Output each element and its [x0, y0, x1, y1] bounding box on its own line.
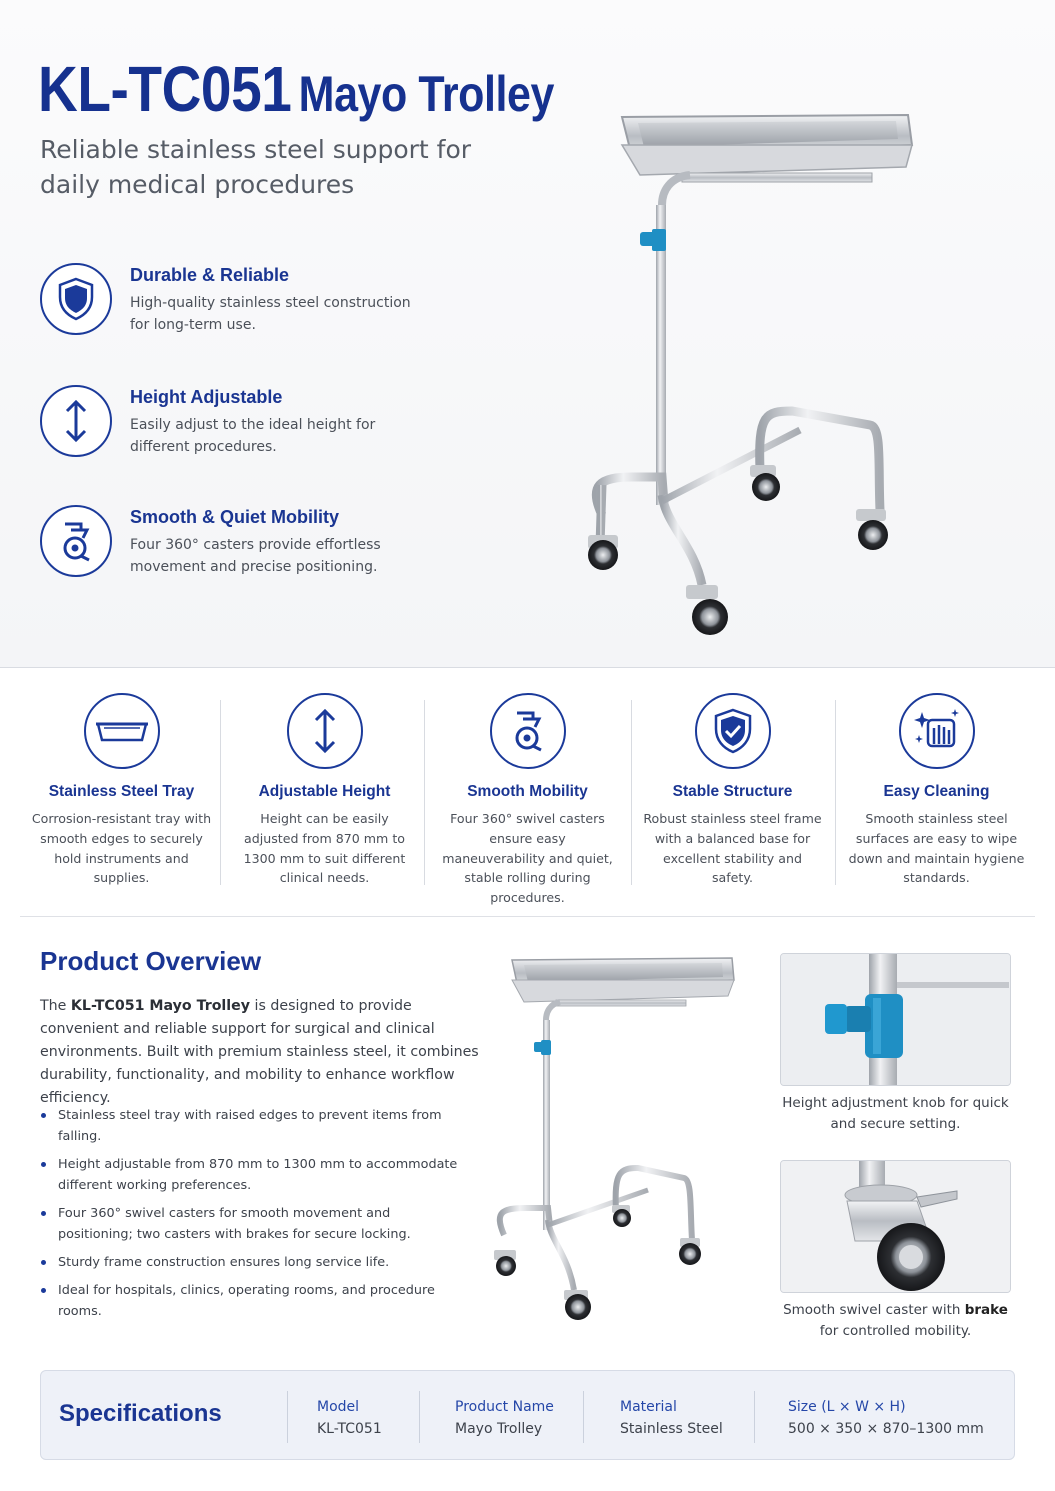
caster-wheel-icon	[40, 505, 112, 577]
product-name: Mayo Trolley	[298, 66, 554, 122]
caption-bold: brake	[964, 1302, 1008, 1318]
tray-icon	[84, 693, 160, 769]
product-hero-image	[570, 105, 930, 645]
feature-card-title: Stable Structure	[672, 783, 793, 800]
divider	[583, 1391, 584, 1443]
feature-card-title: Stainless Steel Tray	[48, 783, 195, 800]
spec-material	[620, 1397, 723, 1441]
feature-card-title: Easy Cleaning	[883, 783, 990, 800]
model-number: KL-TC051	[38, 53, 292, 125]
divider	[424, 700, 425, 885]
feature-card-cleaning	[835, 690, 1038, 890]
feature-title: Smooth & Quiet Mobility	[130, 507, 339, 527]
intro-text: The	[40, 998, 71, 1014]
feature-desc: Easily adjust to the ideal height for different procedures.	[130, 417, 376, 455]
feature-strip	[20, 690, 1035, 906]
hero-subtitle: Reliable stainless steel support for daily medical procedures	[40, 135, 472, 199]
caster-wheel-icon	[490, 693, 566, 769]
height-arrows-icon	[287, 693, 363, 769]
feature-title: Height Adjustable	[130, 387, 283, 407]
spec-value: KL-TC051	[317, 1421, 382, 1437]
feature-card-tray	[20, 690, 223, 890]
spec-value: Stainless Steel	[620, 1421, 723, 1437]
divider	[419, 1391, 420, 1443]
feature-title: Durable & Reliable	[130, 265, 290, 285]
spec-model	[317, 1397, 382, 1441]
feature-card-title: Adjustable Height	[258, 783, 391, 800]
feature-card-stability	[631, 690, 834, 890]
feature-card-desc: Robust stainless steel frame with a balanced base for excellent stability and safety.	[643, 811, 822, 886]
feature-card-desc: Smooth stainless steel surfaces are easy to wipe down and maintain hygiene standards.	[848, 811, 1025, 886]
divider	[287, 1391, 288, 1443]
overview-intro	[40, 995, 480, 1110]
overview-title: Product Overview	[40, 946, 262, 976]
divider	[754, 1391, 755, 1443]
list-item: Height adjustable from 870 mm to 1300 mm to accommodate different working preferences.	[40, 1154, 460, 1196]
spec-value: Mayo Trolley	[455, 1421, 543, 1437]
shield-check-icon	[695, 693, 771, 769]
feature-desc: Four 360° casters provide effortless movement and precise positioning.	[130, 537, 381, 575]
spec-label: Model	[317, 1399, 360, 1415]
page-title	[38, 52, 554, 126]
feature-desc: High-quality stainless steel construction for long-term use.	[130, 295, 411, 333]
feature-card-title: Smooth Mobility	[467, 783, 588, 800]
intro-text: is designed to provide convenient and reliable support for surgical and clinical environments. Built with premium stainless steel, it combines durability, functionality, and mobility to enhance workflow efficiency.	[40, 998, 479, 1106]
list-item: Stainless steel tray with raised edges to prevent items from falling.	[40, 1105, 460, 1147]
knob-caption: Height adjustment knob for quick and secure setting.	[782, 1095, 1009, 1132]
feature-card-desc: Four 360° swivel casters ensure easy maneuverability and quiet, stable rolling during procedures.	[442, 811, 613, 906]
spec-label: Size (L × W × H)	[788, 1399, 906, 1415]
caster-detail-image	[780, 1160, 1011, 1293]
knob-detail-image	[780, 953, 1011, 1086]
spec-value: 500 × 350 × 870–1300 mm	[788, 1421, 984, 1437]
feature-card-mobility	[426, 690, 629, 906]
caster-caption	[780, 1300, 1011, 1342]
feature-card-desc: Corrosion-resistant tray with smooth edges to securely hold instruments and supplies.	[31, 811, 212, 886]
feature-mobility	[40, 505, 520, 585]
caption-text: Smooth swivel caster with	[783, 1302, 965, 1318]
section-divider	[20, 916, 1035, 917]
list-item: Ideal for hospitals, clinics, operating rooms, and procedure rooms.	[40, 1280, 460, 1322]
spec-size	[788, 1397, 984, 1441]
specs-title: Specifications	[59, 1400, 222, 1427]
overview-bullets	[40, 1105, 460, 1329]
list-item: Four 360° swivel casters for smooth movement and positioning; two casters with brakes for secure locking.	[40, 1203, 460, 1245]
specifications-bar	[40, 1370, 1015, 1460]
feature-durable	[40, 263, 520, 343]
height-arrows-icon	[40, 385, 112, 457]
hero-section	[0, 0, 1055, 668]
cleaning-hand-icon	[899, 693, 975, 769]
feature-card-desc: Height can be easily adjusted from 870 mm to 1300 mm to suit different clinical needs.	[243, 811, 406, 886]
spec-label: Material	[620, 1399, 677, 1415]
feature-height	[40, 385, 520, 465]
spec-product-name	[455, 1397, 554, 1441]
feature-card-height	[223, 690, 426, 890]
product-overview-image	[488, 950, 738, 1330]
caption-text: for controlled mobility.	[819, 1323, 972, 1339]
list-item: Sturdy frame construction ensures long service life.	[40, 1252, 460, 1273]
shield-icon	[40, 263, 112, 335]
intro-product-name: KL-TC051 Mayo Trolley	[70, 998, 251, 1014]
divider	[220, 700, 221, 885]
spec-label: Product Name	[455, 1399, 554, 1415]
